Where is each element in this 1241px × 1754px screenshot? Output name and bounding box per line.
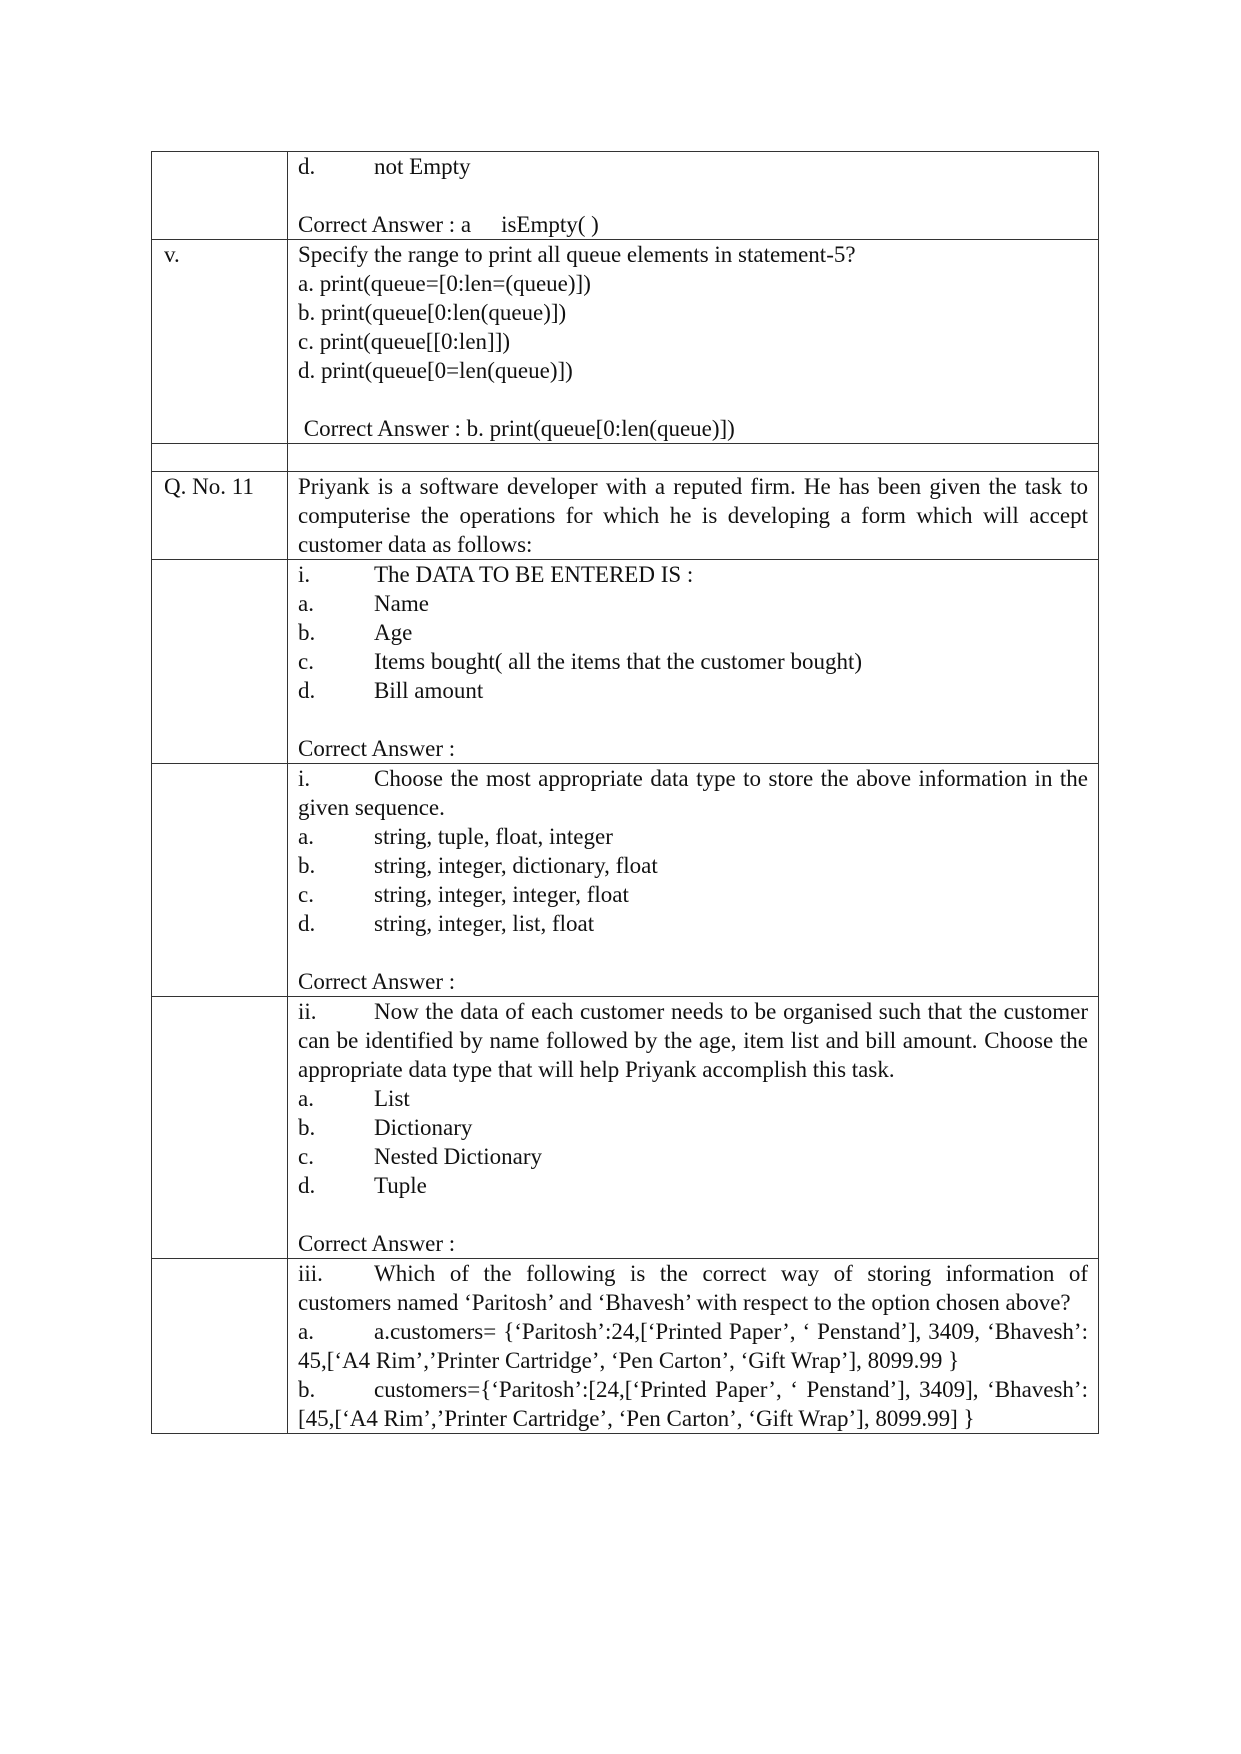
correct-answer: Correct Answer : b. print(queue[0:len(queue)]) (298, 416, 735, 441)
question-text: iii. Which of the following is the correct way of storing information of customers named ‘Paritosh’ and ‘Bhavesh’ with respect to the option chosen above? (298, 1261, 1088, 1315)
correct-answer: Correct Answer : a isEmpty( ) (298, 212, 599, 237)
table-row (152, 240, 1099, 444)
option-a: a. print(queue=[0:len=(queue)]) (298, 271, 591, 296)
option-c: c. print(queue[[0:len]]) (298, 329, 511, 354)
correct-answer: Correct Answer : (298, 969, 456, 994)
option-a: a. a.customers= {‘Paritosh’:24,[‘Printed Paper’, ‘ Penstand’], 3409, ‘Bhavesh’: 45,[‘A4 Rim’,’Printer Cartridge’, ‘Pen Carton’, ‘Gift Wrap’], 8099.99 } (298, 1319, 1088, 1373)
question-content-cell (288, 1259, 1099, 1434)
option-c: c. string, integer, integer, float (298, 882, 629, 907)
case-study-text: Priyank is a software developer with a reputed firm. He has been given the task to computerise the operations for which he is developing a form which will accept customer data as follows: (298, 474, 1088, 557)
question-content-cell (288, 152, 1099, 240)
option-c: c. Nested Dictionary (298, 1144, 542, 1169)
question-number-cell (152, 152, 288, 240)
correct-answer: Correct Answer : (298, 736, 456, 761)
question-text: ii. Now the data of each customer needs to be organised such that the customer can be identified by name followed by the age, item list and bill amount. Choose the appropriate data type that will help Priyank accomplish this task. (298, 999, 1088, 1082)
table-row (152, 764, 1099, 997)
option-a: a. List (298, 1086, 410, 1111)
option-a: a. Name (298, 591, 429, 616)
question-content-cell (288, 240, 1099, 444)
data-heading: i. The DATA TO BE ENTERED IS : (298, 562, 694, 587)
table-row (152, 997, 1099, 1259)
option-d: d. Bill amount (298, 678, 484, 703)
option-c: c. Items bought( all the items that the customer bought) (298, 649, 863, 674)
question-content-cell (288, 997, 1099, 1259)
option-d: d. Tuple (298, 1173, 427, 1198)
option-d: d. not Empty (298, 154, 471, 179)
option-d: d. string, integer, list, float (298, 911, 595, 936)
option-a: a. string, tuple, float, integer (298, 824, 613, 849)
option-b: b. print(queue[0:len(queue)]) (298, 300, 567, 325)
question-text: Specify the range to print all queue elements in statement-5? (298, 242, 856, 267)
table-row (152, 472, 1099, 560)
question-number: v. (152, 240, 288, 444)
question-content-cell (288, 764, 1099, 997)
option-b: b. Age (298, 620, 413, 645)
question-content-cell (288, 472, 1099, 560)
spacer-row (152, 444, 1099, 472)
question-number: Q. No. 11 (152, 472, 288, 560)
question-table (151, 151, 1099, 1434)
option-d: d. print(queue[0=len(queue)]) (298, 358, 573, 383)
correct-answer: Correct Answer : (298, 1231, 456, 1256)
table-row (152, 560, 1099, 764)
option-b: b. customers={‘Paritosh’:[24,[‘Printed Paper’, ‘ Penstand’], 3409], ‘Bhavesh’: [45,[‘A4 Rim’,’Printer Cartridge’, ‘Pen Carton’, ‘Gift Wrap’], 8099.99] } (298, 1377, 1088, 1431)
table-row (152, 1259, 1099, 1434)
option-b: b. Dictionary (298, 1115, 473, 1140)
question-content-cell (288, 560, 1099, 764)
table-row (152, 152, 1099, 240)
question-text: i. Choose the most appropriate data type to store the above information in the given sequence. (298, 766, 1088, 820)
option-b: b. string, integer, dictionary, float (298, 853, 658, 878)
